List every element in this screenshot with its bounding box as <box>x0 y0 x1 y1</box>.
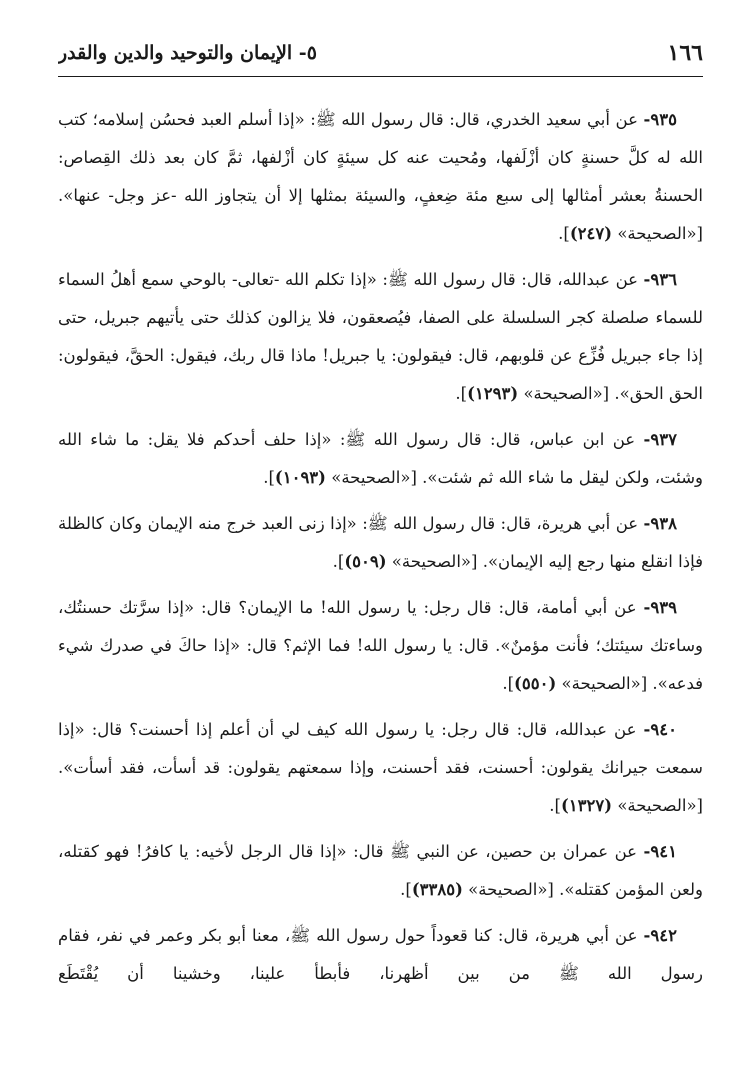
hadith-list <box>58 77 703 993</box>
reference-close: ]. <box>263 468 275 487</box>
hadith-number: ٩٣٩- <box>643 598 677 617</box>
reference-close: ]. <box>558 224 570 243</box>
reference-close: ]. <box>332 552 345 571</box>
chapter-title: ٥- الإيمان والتوحيد والدين والقدر <box>58 42 317 64</box>
hadith-reference: (٥٥٠) <box>514 674 557 693</box>
hadith-940 <box>58 711 703 825</box>
hadith-text: عن أبي سعيد الخدري، قال: قال رسول الله ﷺ: «إذا أسلم العبد فحسُن إسلامه؛ كتب الله له كلَّ حسنةٍ كان أزْلَفها، ومُحيت عنه كل سيئةٍ كان أزْلفها، ثمَّ كان بعد ذلك القِصاص: الحسنةُ بعشر أمثالها إلى سبع مئة ضِعفٍ، والسيئة بمثلها إلا أن يتجاوز الله -عز وجل- عنها». [«الصحيحة» <box>58 110 703 243</box>
page-header <box>58 32 703 77</box>
hadith-942 <box>58 917 703 993</box>
hadith-937 <box>58 421 703 497</box>
hadith-number: ٩٣٦- <box>643 270 677 289</box>
hadith-text: عن ابن عباس، قال: قال رسول الله ﷺ: «إذا حلف أحدكم فلا يقل: ما شاء الله وشئت، ولكن ليقل ما شاء الله ثم شئت». [«الصحيحة» <box>58 430 703 487</box>
hadith-reference: (٢٤٧) <box>569 224 613 243</box>
hadith-number: ٩٤١- <box>643 842 677 861</box>
hadith-text: عن عبدالله، قال: قال رسول الله ﷺ: «إذا تكلم الله -تعالى- بالوحي سمع أهلُ السماء للسماء صلصلة كجر السلسلة على الصفا، فيُصعقون، فلا يزالون كذلك حتى يأتيهم جبريل، حتى إذا جاء جبريل فُزِّع عن قلوبهم، قال: فيقولون: يا جبريل! ماذا قال ربك، فيقول: الحقَّ، فيقولون: الحق الحق». [«الصحيحة» <box>58 270 703 403</box>
hadith-941 <box>58 833 703 909</box>
hadith-938 <box>58 505 703 581</box>
hadith-number: ٩٣٨- <box>643 514 677 533</box>
hadith-reference: (٥٠٩) <box>344 552 387 571</box>
hadith-text: عن أبي أمامة، قال: قال رجل: يا رسول الله! ما الإيمان؟ قال: «إذا سرَّتك حسنتُك، وساءتك سيئتك؛ فأنت مؤمنٌ». قال: يا رسول الله! فما الإثم؟ قال: «إذا حاكَ في صدرك شيء فدعه». [«الصحيحة» <box>58 598 703 693</box>
reference-close: ]. <box>455 384 468 403</box>
hadith-text: عن عبدالله، قال: قال رجل: يا رسول الله كيف لي أن أعلم إذا أحسنت؟ قال: «إذا سمعت جيرانك يقولون: أحسنت، فقد أحسنت، وإذا سمعتهم يقولون: قد أسأت، فقد أسأت». [«الصحيحة» <box>58 720 703 815</box>
reference-close: ]. <box>400 880 412 899</box>
hadith-number: ٩٣٧- <box>643 430 677 449</box>
hadith-reference: (٣٣٨٥) <box>411 880 463 899</box>
hadith-935 <box>58 101 703 253</box>
hadith-number: ٩٤٠- <box>643 720 677 739</box>
hadith-number: ٩٣٥- <box>643 110 677 129</box>
hadith-939 <box>58 589 703 703</box>
hadith-text: عن أبي هريرة، قال: كنا قعوداً حول رسول الله ﷺ، معنا أبو بكر وعمر في نفر، فقام رسول الله ﷺ من بين أظهرنا، فأبطأ علينا، وخشينا أن يُقْتَطَع <box>58 926 703 983</box>
book-page <box>58 32 703 1091</box>
hadith-text: عن عمران بن حصين، عن النبي ﷺ قال: «إذا قال الرجل لأخيه: يا كافرُ! فهو كقتله، ولعن المؤمن كقتله». [«الصحيحة» <box>58 842 703 899</box>
hadith-number: ٩٤٢- <box>643 926 677 945</box>
reference-close: ]. <box>502 674 515 693</box>
hadith-936 <box>58 261 703 413</box>
hadith-reference: (١٠٩٣) <box>274 468 326 487</box>
hadith-reference: (١٣٢٧) <box>560 796 613 815</box>
page-number: ١٦٦ <box>667 40 703 66</box>
reference-close: ]. <box>549 796 561 815</box>
hadith-text: عن أبي هريرة، قال: قال رسول الله ﷺ: «إذا زنى العبد خرج منه الإيمان وكان كالظلة فإذا انقلع منها رجع إليه الإيمان». [«الصحيحة» <box>58 514 703 571</box>
hadith-reference: (١٢٩٣) <box>467 384 519 403</box>
